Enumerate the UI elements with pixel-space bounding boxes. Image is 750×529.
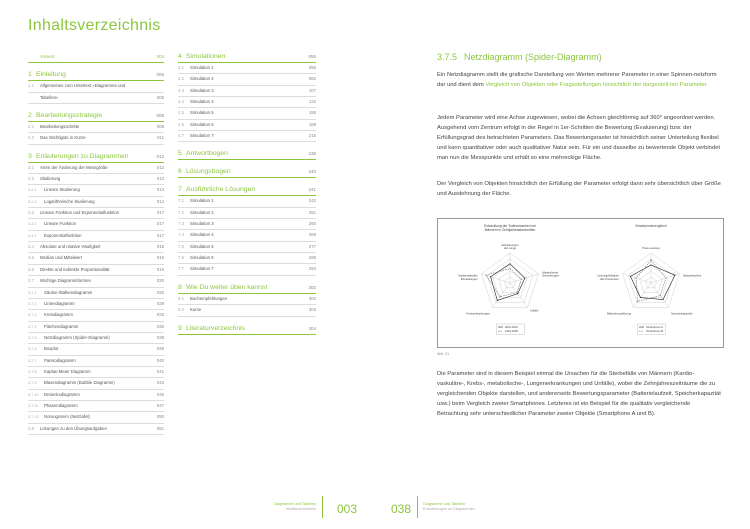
toc-entry-number: 4.1: [178, 65, 184, 70]
toc-entry-page: 251: [308, 209, 316, 215]
toc-entry-number: 4.6: [178, 121, 184, 127]
toc-entry-label: Lineare Funktion und Exponentialfunktion: [40, 210, 120, 216]
toc-entry-page: 029: [156, 300, 164, 306]
toc-entry-number: 7.6: [178, 255, 184, 261]
toc-entry-label: Kreisdiagramm: [44, 312, 73, 318]
toc-chapter[interactable]: [178, 167, 316, 178]
toc-entry-number: 3.7.12: [28, 415, 39, 420]
toc-entry-number: 8: [178, 283, 182, 291]
toc-entry[interactable]: [178, 208, 316, 219]
radar-point: [490, 276, 491, 277]
toc-entry-number: 3.5: [28, 255, 34, 261]
toc-entry-number: 3.7.1: [28, 290, 37, 295]
toc-entry[interactable]: [178, 108, 316, 119]
toc-entry-label: Literaturverzeichnis: [186, 324, 245, 332]
toc-entry-page: 294: [308, 266, 316, 272]
toc-entry-label: Paretodiagramm: [44, 357, 76, 363]
radar-point: [630, 276, 631, 277]
footer-divider-right: [417, 496, 418, 518]
radar-series-line: [486, 269, 521, 297]
toc-entry-page: 241: [308, 187, 316, 193]
toc-entry[interactable]: [28, 133, 164, 144]
radar-axis-label: Unfälle: [529, 309, 539, 313]
toc-entry[interactable]: [28, 253, 164, 264]
toc-entry-number: 3.7.10: [28, 392, 39, 397]
toc-entry-number: 2.2: [28, 135, 34, 141]
toc-entry-number: 4.4: [178, 99, 184, 105]
radar-axis: [510, 274, 539, 283]
toc-entry-number: 3.2: [28, 176, 34, 182]
toc-column-1: [28, 52, 164, 435]
radar-axis-label: Erkrankungen der Lunge: [501, 243, 519, 250]
footer-right: [423, 502, 475, 512]
toc-entry[interactable]: [28, 390, 164, 401]
legend-label: Smartphone B: [646, 330, 664, 334]
toc-entry-label: Simulation 2: [190, 209, 214, 215]
toc-entry[interactable]: [178, 97, 316, 108]
toc-entry-label: Allgemeines zum Unterlest »Diagramme und: [40, 83, 126, 89]
toc-entry[interactable]: [28, 265, 164, 276]
toc-entry-number: 3.2.2: [28, 199, 37, 204]
page-number-left: 003: [337, 502, 358, 516]
toc-entry-label: Simulation 7: [190, 266, 214, 272]
radar-point: [509, 263, 510, 264]
figure-radar-charts: [437, 218, 724, 348]
toc-entry-number: 6: [178, 168, 182, 176]
toc-entry[interactable]: [178, 264, 316, 275]
toc-entry-page: 055: [308, 54, 316, 59]
chart-legend: [497, 324, 525, 334]
toc-entry[interactable]: [178, 131, 316, 142]
toc-entry-number: 3.3.1: [28, 222, 37, 227]
toc-entry-label: Netzdiagramm (Spider-Diagramm): [44, 334, 110, 340]
radar-point: [497, 300, 498, 301]
toc-entry-label: Skalierung: [40, 176, 61, 182]
toc-entry-number: 4.5: [178, 110, 184, 116]
toc-entry[interactable]: [28, 310, 164, 321]
toc-entry-page: 260: [308, 221, 316, 227]
toc-entry-page: 269: [308, 232, 316, 238]
toc-entry-page: 017: [156, 221, 164, 227]
toc-entry-label: Exponentialfunktion: [44, 232, 82, 238]
page-number-right: 038: [391, 502, 412, 516]
toc-entry-page: 039: [156, 346, 164, 352]
toc-entry-label: Simulation 3: [190, 221, 214, 227]
toc-entry-number: 3.6: [28, 266, 34, 272]
toc-entry[interactable]: [28, 163, 164, 174]
toc-entry-number: 3.7.7: [28, 358, 37, 363]
toc-entry-page: 239: [308, 151, 316, 157]
section-heading: [437, 52, 602, 62]
toc-entry[interactable]: [28, 122, 164, 133]
radar-axis-label: Metabolische Erkrankungen: [542, 271, 560, 278]
toc-entry-page: 005: [156, 94, 164, 100]
toc-entry-number: 1.1: [28, 83, 34, 89]
toc-entry-number: 3.2.1: [28, 188, 37, 193]
toc-column-2: [178, 52, 316, 335]
toc-entry-label: Logarithmische Skalierung: [44, 198, 95, 204]
toc-entry[interactable]: [28, 356, 164, 367]
toc-entry-page: 107: [308, 87, 316, 93]
toc-entry[interactable]: [178, 120, 316, 131]
toc-entry[interactable]: [28, 242, 164, 253]
toc-entry-page: 045: [156, 391, 164, 397]
footer-book-title: Diagramme und Tabellen: [423, 502, 466, 506]
toc-entry-number: 3.8: [28, 425, 34, 431]
toc-entry[interactable]: [178, 86, 316, 97]
toc-entry-label: Nomogramm (Netztafel): [44, 414, 90, 420]
radar-axis-label: Batterielaufzeit: [683, 274, 702, 278]
radar-point: [662, 299, 663, 300]
toc-entry[interactable]: [28, 344, 164, 355]
toc-entry-page: 215: [308, 133, 316, 139]
toc-entry-number: 3.7.5: [28, 335, 37, 340]
toc-entry-page: 047: [156, 402, 164, 408]
legend-label: 1991-2000: [505, 330, 518, 334]
footer-divider: [322, 496, 323, 518]
radar-point: [637, 301, 638, 302]
radar-chart-1: [458, 224, 559, 334]
radar-point: [517, 292, 518, 293]
page-title: Inhaltsverzeichnis: [28, 17, 161, 34]
toc-entry-number: 4: [178, 53, 182, 60]
toc-entry-number: 4.2: [178, 76, 184, 82]
toc-chapter[interactable]: [28, 152, 164, 163]
toc-entry-page: 012: [156, 153, 164, 159]
toc-entry-page: 304: [308, 325, 316, 331]
toc-entry-label: Simulation 1: [190, 198, 214, 204]
radar-point: [640, 297, 641, 298]
radar-point: [650, 264, 651, 265]
footer-book-title: Diagramme und Tabellen: [273, 502, 316, 506]
paragraph-1-highlight: Vergleich von Objekten oder Fragestellungen hinsichtlich der dargestell-ten Parameter.: [485, 81, 709, 88]
toc-entry-page: 008: [156, 113, 164, 119]
toc-entry-label: Simulation 1: [190, 65, 214, 70]
toc-entry[interactable]: [28, 288, 164, 299]
toc-entry-page: 036: [156, 323, 164, 329]
radar-point: [660, 295, 661, 296]
toc-entry-label: Lösungsbogen: [186, 168, 231, 176]
radar-series-line: [630, 265, 675, 300]
toc-entry-page: 303: [308, 307, 316, 313]
toc-entry[interactable]: [28, 93, 164, 104]
toc-entry-label: Arten der Änderung der Messgröße: [40, 164, 108, 170]
toc-entry-page: 012: [156, 164, 164, 170]
toc-entry-page: 302: [308, 295, 316, 301]
footer-chapter: Inhaltsverzeichnis: [285, 507, 316, 511]
toc-entry-label: Lineare Skalierung: [44, 187, 80, 193]
toc-entry-page: 020: [156, 278, 164, 284]
toc-entry[interactable]: [28, 412, 164, 423]
toc-entry-page: 051: [156, 425, 164, 431]
section-title: Netzdiagramm (Spider-Diagramm): [464, 52, 602, 62]
toc-entry-page: 008: [156, 124, 164, 130]
toc-entry-label: Bearbeitungsstrategie: [36, 112, 103, 120]
toc-entry[interactable]: [28, 322, 164, 333]
toc-entry-label: Simulation 2: [190, 76, 214, 82]
toc-entry-label: Simulation 3: [190, 87, 214, 93]
radar-axis-label: Kardiovaskuläre Erkrankungen: [458, 274, 478, 281]
toc-entry-label: Blasendiagramm (Bubble Diagramm): [44, 380, 115, 386]
toc-entry-page: 020: [156, 289, 164, 295]
toc-entry-page: 013: [156, 176, 164, 182]
section-number: 3.7.5: [437, 52, 458, 62]
toc-entry-number: 8.1: [178, 295, 184, 301]
toc-entry-number: 7.5: [178, 243, 184, 249]
toc-entry-label: Vorwort: [40, 54, 55, 59]
toc-entry-label: Simulation 5: [190, 243, 214, 249]
toc-entry-label: Das Wichtigste in Kürze: [40, 135, 86, 141]
toc-entry-page: 242: [308, 198, 316, 204]
toc-entry-label: Simulation 5: [190, 110, 214, 116]
toc-entry-page: 158: [308, 110, 316, 116]
toc-entry-page: 013: [156, 187, 164, 193]
toc-chapter[interactable]: [178, 185, 316, 196]
toc-entry[interactable]: [178, 253, 316, 264]
toc-entry-label: Simulation 4: [190, 232, 214, 238]
radar-point: [500, 296, 501, 297]
toc-entry-label: Bearbeitungsschritte: [40, 124, 80, 130]
toc-entry[interactable]: [28, 197, 164, 208]
toc-chapter[interactable]: [178, 52, 316, 63]
toc-entry-page: 011: [157, 135, 164, 141]
toc-entry-label: Absolute und relative Häufigkeit: [40, 244, 101, 250]
toc-entry-number: 3.7.4: [28, 324, 37, 329]
toc-entry-page: 188: [308, 121, 316, 127]
toc-entry-label: Flächendiagramm: [44, 323, 79, 329]
toc-entry-page: 018: [156, 255, 164, 261]
toc-entry[interactable]: [28, 81, 164, 92]
right-page: [375, 0, 750, 529]
toc-entry-label: Buchempfehlungen: [190, 295, 228, 301]
toc-entry-label: Kurse: [190, 307, 202, 313]
toc-entry[interactable]: [28, 333, 164, 344]
toc-entry-number: 7.7: [178, 266, 184, 272]
toc-entry-label: Phasendiagramm: [44, 402, 78, 408]
toc-entry-number: 3.7.8: [28, 369, 37, 374]
toc-entry-label: Simulation 6: [190, 121, 214, 127]
toc-entry-page: 014: [156, 198, 164, 204]
toc-entry-page: 277: [308, 243, 316, 249]
toc-entry-page: 285: [308, 255, 316, 261]
radar-axis-label: Leistungsfähigkeit des Prozessors: [597, 274, 619, 281]
toc-entry-number: 3: [28, 152, 32, 160]
toc-entry-label: Lineare Funktion: [44, 221, 77, 227]
toc-entry-number: 7.4: [178, 232, 184, 238]
radar-point: [485, 275, 486, 276]
radar-axis: [492, 283, 510, 307]
radar-point: [636, 278, 637, 279]
toc-entry-number: 7: [178, 186, 182, 194]
legend-label: Smartphone A: [646, 326, 664, 329]
toc-entry-number: 3.7.9: [28, 381, 37, 386]
radar-axis: [651, 283, 669, 307]
toc-entry-number: 7.2: [178, 209, 184, 215]
toc-entry[interactable]: [178, 305, 316, 316]
toc-entry-label: Antwortbogen: [186, 150, 228, 158]
toc-entry-number: 5: [178, 150, 182, 158]
toc-entry-number: 1: [28, 71, 32, 79]
toc-entry[interactable]: [28, 276, 164, 287]
toc-entry-number: 4.3: [178, 87, 184, 93]
toc-entry-label: Tabellen«: [40, 94, 59, 100]
toc-entry-page: 043: [156, 380, 164, 386]
radar-point: [509, 268, 510, 269]
chart-title: Entwicklung der Todesursachen bei Männern in Zehnjahresabschnitten: [484, 224, 536, 232]
toc-entry[interactable]: [28, 401, 164, 412]
toc-entry[interactable]: [28, 231, 164, 242]
toc-entry[interactable]: [178, 74, 316, 85]
toc-chapter[interactable]: [178, 324, 316, 335]
toc-entry-label: Kaplan-Meier Diagramm: [44, 368, 91, 374]
toc-entry-number: 2.1: [28, 124, 34, 130]
toc-entry-page: 132: [308, 99, 316, 105]
toc-entry-label: Dreiecksdiagramm: [44, 391, 80, 397]
radar-point: [521, 279, 522, 280]
toc-entry-label: Ausführliche Lösungen: [186, 186, 256, 194]
toc-entry-page: 005: [156, 72, 164, 78]
toc-entry-number: 3.3.2: [28, 233, 37, 238]
radar-axis-label: Bildschirmauflösung: [606, 312, 632, 316]
toc-entry[interactable]: [178, 63, 316, 74]
toc-entry-label: Erläuterungen zu Diagrammen: [36, 152, 129, 160]
toc-entry[interactable]: [178, 242, 316, 253]
paragraph-2: Jedem Parameter wird eine Achse zugewiesen, wobei die Achsen gleichförmig auf 360° angeordnet werden. Ausgehend vom Zentrum erfolgt in der Regel in 1er-Schritten die Bewertung (Evaluierung) bzw. der Erfüllungsgrad des betrachteten Parameters. Das Bewertungsraster ist hinsichtlich seiner Unterteilung flexibel und kann quantitativer oder auch qualitativer Natur sein. Für ein und dasselbe zu bewertende Objekt verbindet man nun die Messpunkte und erhält so eine mehreckige Fläche.: [437, 115, 720, 161]
toc-entry-page: 240: [308, 169, 316, 175]
toc-entry[interactable]: [178, 219, 316, 230]
toc-entry-number: 7.1: [178, 198, 184, 204]
toc-entry-number: 3.7.2: [28, 301, 37, 306]
toc-entry-page: 019: [156, 266, 164, 272]
toc-entry-label: Liniendiagramm: [44, 300, 75, 306]
toc-entry-number: 3.7: [28, 278, 34, 284]
toc-entry[interactable]: [28, 185, 164, 196]
toc-entry-page: 302: [308, 284, 316, 290]
toc-entry-label: Simulationen: [186, 53, 226, 60]
radar-axis: [622, 274, 651, 283]
toc-entry-page: 040: [156, 357, 164, 363]
radar-axis-label: Preis-Leistung: [642, 247, 660, 250]
toc-entry-page: 041: [156, 368, 164, 374]
toc-chapter[interactable]: [178, 149, 316, 160]
toc-entry-number: 3.4: [28, 244, 34, 250]
toc-entry-label: Simulation 7: [190, 133, 214, 139]
radar-point: [650, 260, 651, 261]
toc-entry[interactable]: [28, 208, 164, 219]
toc-chapter[interactable]: [178, 283, 316, 294]
paragraph-3: Der Vergleich von Objekten hinsichtlich der Erfüllung der Parameter erfolgt dann sehr übersichtlich über Größe und Ausdehnung der Fläche.: [437, 181, 721, 197]
toc-entry-number: 4.7: [178, 133, 184, 139]
toc-entry-label: Lösungen zu den Übungsaufgaben: [40, 425, 107, 431]
toc-entry-page: 018: [156, 244, 164, 250]
toc-entry-page: 050: [156, 414, 164, 420]
toc-entry-page: 056: [308, 65, 316, 70]
toc-entry-label: Einleitung: [36, 71, 66, 79]
toc-entry[interactable]: [178, 294, 316, 305]
toc-entry-number: 3.1: [28, 164, 34, 170]
toc-entry-page: 033: [156, 312, 164, 318]
toc-entry[interactable]: [28, 174, 164, 185]
toc-entry-label: Median und Mittelwert: [40, 255, 83, 261]
radar-axis: [633, 283, 651, 307]
paragraph-4: Die Parameter sind in diesem Beispiel einmal die Ursachen für die Sterbefälle von Männern (Kardio-vaskuläre-, Krebs-, metabolische-, Lungenerkrankungen und Unfälle), wobei die Zehnjahreszeiträume die zu vergleichenden Objekte darstellen, und andererseits Bewertungsparameter (Batterielaufzeit, Speicherkapazität usw.) beim Vergleich zweier Smartphones. Letzteres ist ein Beispiel für die qualitativ vergleichende Betrachtung sehr unterschiedlicher Parameter zweier Objekte (Smartphone A und B).: [437, 371, 721, 417]
toc-entry[interactable]: [28, 424, 164, 435]
paragraph-1-text: Ein Netzdiagramm stellt die grafische Darstellung von Werten mehrerer Parameter in einer Spinnen-netzform dar und dient dem: [437, 72, 717, 88]
toc-chapter[interactable]: [28, 111, 164, 122]
toc-entry-label: Wie Du weiter üben kannst: [186, 283, 268, 291]
footer-chapter: Erläuterungen zu Diagrammen: [423, 507, 475, 511]
toc-entry[interactable]: [178, 230, 316, 241]
figure-caption: Abb. 21: [437, 352, 450, 356]
toc-entry-number: 3.7.3: [28, 313, 37, 318]
toc-entry-page: 004: [156, 54, 164, 59]
toc-entry-number: 3.3: [28, 210, 34, 216]
paragraph-1: [437, 71, 722, 91]
toc-entry-number: 3.7.11: [28, 403, 39, 408]
toc-entry-label: Simulation 4: [190, 99, 214, 105]
toc-entry[interactable]: [28, 299, 164, 310]
toc-entry-number: 3.7.6: [28, 347, 37, 352]
radar-point: [517, 293, 518, 294]
toc-entry[interactable]: [28, 52, 164, 63]
radar-axis-label: Krebserkrankungen: [466, 312, 491, 316]
radar-axis-label: Speicherkapazität: [670, 312, 693, 316]
legend-label: 2001-2010: [505, 326, 518, 329]
radar-point: [665, 278, 666, 279]
toc-entry-number: 7.3: [178, 221, 184, 227]
toc-entry[interactable]: [28, 367, 164, 378]
chart-legend: [638, 324, 666, 334]
toc-entry-number: 8.2: [178, 307, 184, 313]
chart-title: Smartphonevergleich: [635, 224, 667, 228]
toc-entry-label: Direkte und indirekte Proportionalität: [40, 266, 110, 272]
toc-entry-label: Simulation 6: [190, 255, 214, 261]
toc-entry-number: 2: [28, 112, 32, 120]
footer-left: [230, 502, 316, 512]
toc-entry-label: Wichtige Diagrammformen: [40, 278, 91, 284]
toc-entry-number: 9: [178, 324, 182, 332]
radar-charts-svg: [438, 219, 723, 347]
toc-entry-label: Boxplot: [44, 346, 59, 352]
toc-chapter[interactable]: [28, 70, 164, 81]
toc-entry[interactable]: [28, 378, 164, 389]
toc-entry-page: 017: [156, 210, 164, 216]
toc-entry-label: Säulen-/Balkendiagramm: [44, 289, 93, 295]
toc-entry-page: 017: [156, 232, 164, 238]
radar-point: [674, 275, 675, 276]
radar-point: [524, 278, 525, 279]
toc-entry[interactable]: [28, 219, 164, 230]
radar-chart-2: [597, 224, 701, 334]
toc-entry-page: 038: [156, 334, 164, 340]
toc-entry-page: 082: [308, 76, 316, 82]
toc-entry[interactable]: [178, 196, 316, 207]
